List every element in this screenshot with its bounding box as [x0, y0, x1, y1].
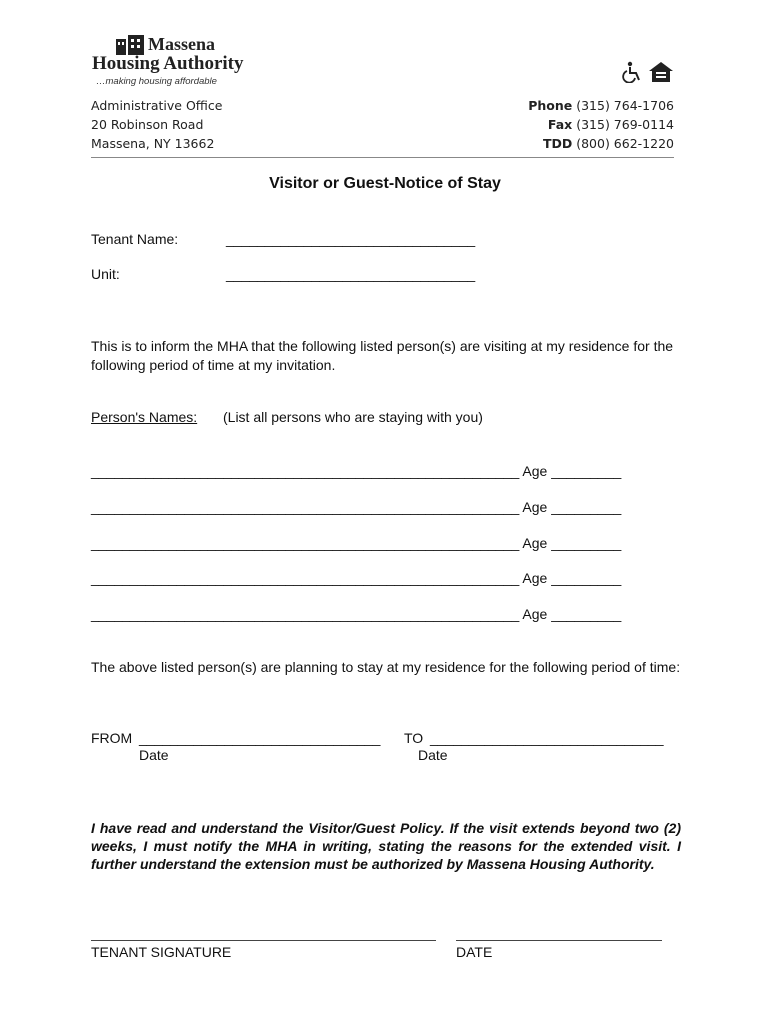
- signature-date-label: DATE: [456, 944, 493, 960]
- persons-label: Person's Names:: [91, 409, 198, 425]
- age-field[interactable]: _________: [551, 606, 622, 622]
- person-name-field[interactable]: _______________________________________________________: [91, 570, 520, 586]
- age-field[interactable]: _________: [551, 535, 622, 551]
- person-row[interactable]: [91, 570, 621, 586]
- logo-tagline: …making housing affordable: [96, 76, 217, 87]
- period-paragraph: The above listed person(s) are planning to stay at my residence for the following period of time:: [91, 659, 681, 675]
- tdd-line: TDD (800) 662-1220: [542, 136, 674, 151]
- signature-date-line[interactable]: [456, 940, 662, 941]
- phone-line: Phone (315) 764-1706: [528, 98, 674, 113]
- person-name-field[interactable]: _______________________________________________________: [91, 535, 520, 551]
- policy-statement: I have read and understand the Visitor/Guest Policy. If the visit extends beyond two (2) weeks, I must notify the MHA in writing, stating the reasons for the extended visit. I further understand the extension must be authorized by Massena Housing Authority.: [91, 820, 681, 872]
- unit-label: Unit:: [91, 266, 120, 282]
- age-label: Age: [522, 535, 548, 551]
- accessibility-icon: [622, 61, 644, 83]
- to-date-field[interactable]: ______________________________: [430, 730, 664, 746]
- age-label: Age: [522, 570, 548, 586]
- logo-word-housing-authority: Housing Authority: [92, 53, 244, 74]
- from-date-caption: Date: [139, 747, 169, 763]
- logo-building-icon: [114, 33, 146, 55]
- age-label: Age: [522, 499, 548, 515]
- person-name-field[interactable]: _______________________________________________________: [91, 499, 520, 515]
- person-row[interactable]: [91, 463, 621, 479]
- from-label: FROM: [91, 730, 133, 746]
- age-field[interactable]: _________: [551, 499, 622, 515]
- header-divider: [91, 157, 674, 158]
- persons-hint: (List all persons who are staying with you): [223, 409, 483, 425]
- person-row[interactable]: [91, 535, 621, 551]
- signature-label: TENANT SIGNATURE: [91, 944, 232, 960]
- tenant-name-field[interactable]: ________________________________: [226, 231, 476, 247]
- person-name-field[interactable]: _______________________________________________________: [91, 463, 520, 479]
- person-name-field[interactable]: _______________________________________________________: [91, 606, 520, 622]
- age-field[interactable]: _________: [551, 570, 622, 586]
- signature-line[interactable]: [91, 940, 436, 941]
- page-title: Visitor or Guest-Notice of Stay: [269, 175, 501, 192]
- from-date-field[interactable]: _______________________________: [139, 730, 381, 746]
- fax-line: Fax (315) 769-0114: [547, 117, 674, 132]
- tenant-name-label: Tenant Name:: [91, 231, 179, 247]
- equal-housing-icon: [648, 61, 674, 83]
- age-label: Age: [522, 606, 548, 622]
- person-row[interactable]: [91, 499, 621, 515]
- unit-field[interactable]: ________________________________: [226, 266, 476, 282]
- age-label: Age: [522, 463, 548, 479]
- office-street: 20 Robinson Road: [91, 117, 204, 132]
- intro-paragraph: This is to inform the MHA that the following listed person(s) are visiting at my residence for the following period of time at my invitation.: [91, 338, 674, 373]
- to-date-caption: Date: [418, 747, 448, 763]
- age-field[interactable]: _________: [551, 463, 622, 479]
- office-name: Administrative Office: [91, 98, 223, 113]
- person-row[interactable]: [91, 606, 621, 622]
- to-label: TO: [404, 730, 424, 746]
- office-city: Massena, NY 13662: [91, 136, 215, 151]
- logo-word-massena: Massena: [148, 34, 215, 54]
